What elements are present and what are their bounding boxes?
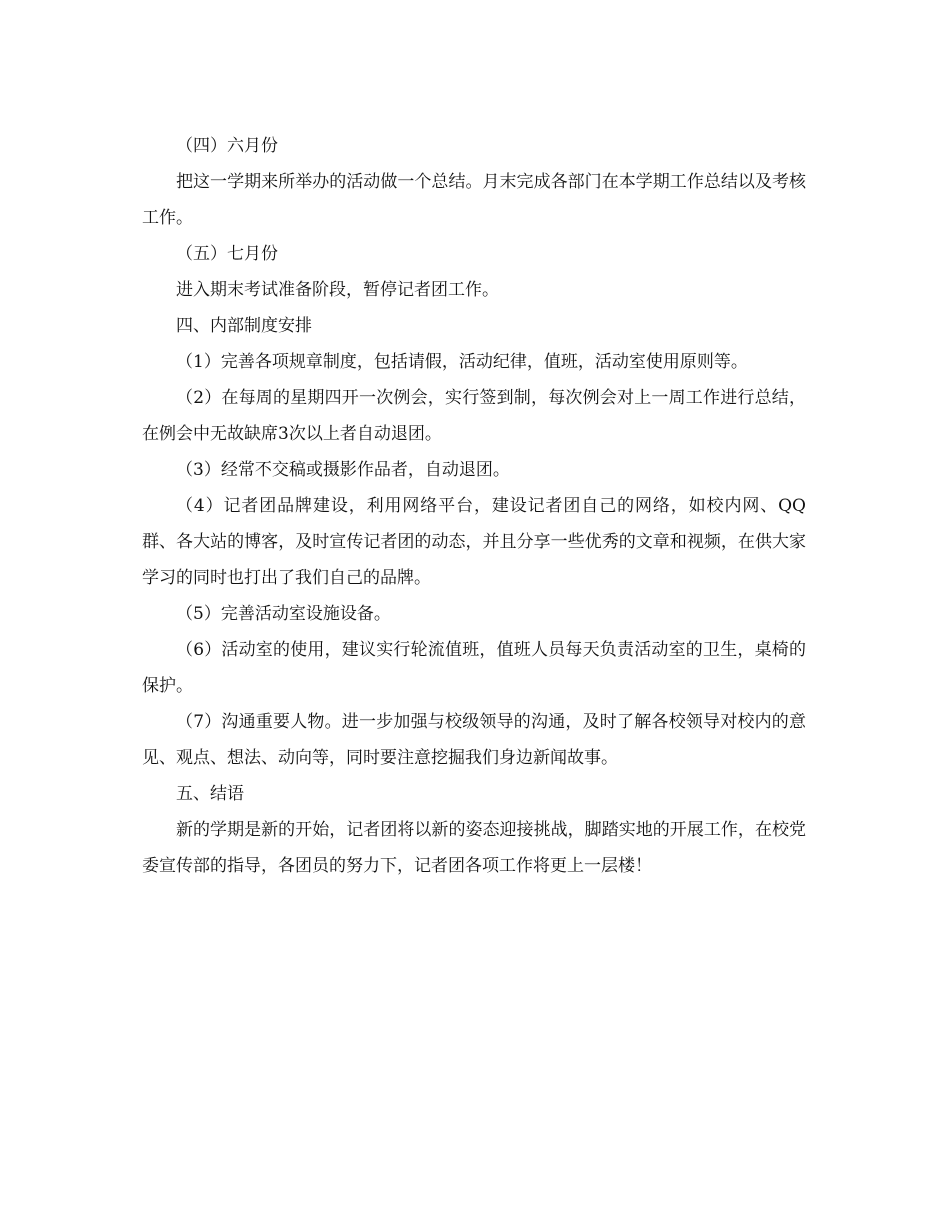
section-heading-internal-rules: 四、内部制度安排 bbox=[176, 316, 312, 336]
rule-item-5: （5）完善活动室设施设备。 bbox=[176, 604, 391, 624]
paragraph-conclusion: 新的学期是新的开始，记者团将以新的姿态迎接挑战，脚踏实地的开展工作，在校党委宣传部的指导，各团员的努力下，记者团各项工作将更上一层楼！ bbox=[142, 820, 806, 876]
rule-item-7: （7）沟通重要人物。进一步加强与校级领导的沟通，及时了解各校领导对校内的意见、观点、想法、动向等，同时要注意挖掘我们身边新闻故事。 bbox=[142, 712, 806, 768]
rule-item-3: （3）经常不交稿或摄影作品者，自动退团。 bbox=[176, 460, 510, 480]
section-heading-conclusion: 五、结语 bbox=[176, 784, 244, 804]
document-body bbox=[142, 128, 806, 884]
paragraph-july-exam: 进入期末考试准备阶段，暂停记者团工作。 bbox=[176, 280, 499, 300]
heading-july: （五）七月份 bbox=[176, 244, 278, 264]
heading-june: （四）六月份 bbox=[176, 136, 278, 156]
rule-item-4: （4）记者团品牌建设，利用网络平台，建设记者团自己的网络，如校内网、QQ群、各大站的博客，及时宣传记者团的动态，并且分享一些优秀的文章和视频，在供大家学习的同时也打出了我们自己的品牌。 bbox=[142, 496, 806, 588]
rule-item-1: （1）完善各项规章制度，包括请假，活动纪律，值班，活动室使用原则等。 bbox=[176, 352, 748, 372]
paragraph-june-summary: 把这一学期来所举办的活动做一个总结。月末完成各部门在本学期工作总结以及考核工作。 bbox=[142, 172, 806, 228]
rule-item-2: （2）在每周的星期四开一次例会，实行签到制，每次例会对上一周工作进行总结，在例会中无故缺席3次以上者自动退团。 bbox=[142, 388, 806, 444]
rule-item-6: （6）活动室的使用，建议实行轮流值班，值班人员每天负责活动室的卫生，桌椅的保护。 bbox=[142, 640, 806, 696]
